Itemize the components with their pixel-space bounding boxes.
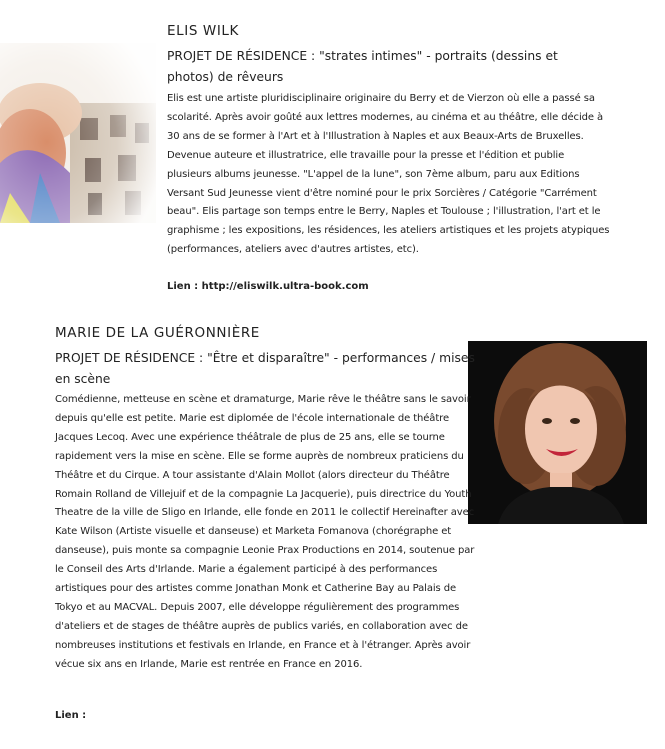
- elis-wilk-link[interactable]: [167, 281, 369, 292]
- marie-de-la-gueronniere-name: MARIE DE LA GUÉRONNIÈRE: [55, 325, 260, 341]
- marie-de-la-gueronniere-link[interactable]: Lien :: [55, 710, 87, 721]
- marie-de-la-gueronniere-photo: [468, 341, 647, 524]
- marie-de-la-gueronniere-bio: Comédienne, metteuse en scène et dramaturge, Marie rêve le théâtre sans le savoir depuis qu'elle est petite. Marie est diplomée de l'école internationale de théâtre Jacques Lecoq. Avec une expérience théâtrale de plus de 25 ans, elle se tourne rapidement vers la mise en scène. Elle se forme auprès de nombreux praticiens du Théâtre et du Cirque. A tour assistante d'Alain Mollot (alors directeur du Théâtre Romain Rolland de Villejuif et de la compagnie La Jacquerie), puis directrice du Youth Theatre de la ville de Sligo en Irlande, elle fonde en 2011 le collectif Hereinafter avec Kate Wilson (Artiste visuelle et danseuse) et Marketa Fomanova (chorégraphe et danseuse), puis monte sa compagnie Leonie Prax Productions en 2014, soutenue par le Conseil des Arts d'Irlande. Marie a également participé à des performances artistiques pour des artistes comme Jonathan Monk et Catherine Bay au Palais de Tokyo et au MACVAL. Depuis 2007, elle développe régulièrement des programmes d'ateliers et de stages de théâtre auprès de publics variés, en collaboration avec de nombreuses institutions et festivals en Irlande, en France et à l'étranger. Après avoir vécue six ans en Irlande, Marie est rentrée en France en 2016.: [55, 394, 475, 670]
- elis-wilk-photo: [0, 43, 156, 223]
- elis-wilk-project-title: PROJET DE RÉSIDENCE : "strates intimes" - portraits (dessins et photos) de rêveurs: [167, 49, 558, 84]
- elis-wilk-name: ELIS WILK: [167, 23, 239, 39]
- elis-wilk-bio: Elis est une artiste pluridisciplinaire originaire du Berry et de Vierzon où elle a passé sa scolarité. Après avoir goûté aux lettres modernes, au cinéma et au théâtre, elle décide à 30 ans de se former à l'Art et à l'Illustration à Naples et aux Beaux-Arts de Bruxelles. Devenue auteure et illustratrice, elle travaille pour la presse et l'édition et publie plusieurs albums jeunesse. "L'appel de la lune", son 7ème album, paru aux Editions Versant Sud Jeunesse vient d'être nominé pour le prix Sorcières / Catégorie "Carrément beau". Elis partage son temps entre le Berry, Naples et Toulouse ; l'illustration, l'art et le graphisme ; les expositions, les résidences, les ateliers artistiques et les projets atypiques (performances, ateliers avec d'autres artistes, etc).: [167, 93, 610, 256]
- elis-wilk-link-text[interactable]: Lien : http://eliswilk.ultra-book.com: [167, 281, 369, 292]
- marie-de-la-gueronniere-project-title: PROJET DE RÉSIDENCE : "Être et disparaître" - performances / mises en scène: [55, 351, 475, 386]
